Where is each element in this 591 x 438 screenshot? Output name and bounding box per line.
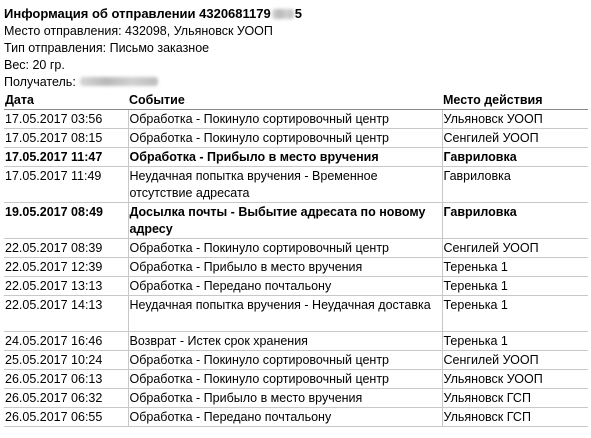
cell-event: Неудачная попытка вручения - Временное отсутствие адресата [128,167,442,203]
origin-line: Место отправления: 432098, Ульяновск УООП [4,24,273,38]
cell-event: Обработка - Покинуло сортировочный центр [128,370,442,389]
cell-place: Ульяновск УООП [442,370,588,389]
tracking-history-table [4,92,588,427]
cell-event: Обработка - Прибыло в место вручения [128,258,442,277]
cell-event: Обработка - Покинуло сортировочный центр [128,110,442,129]
title-prefix: Информация об отправлении 4320681179 [4,6,271,21]
table-row [4,277,588,296]
cell-place: Ульяновск ГСП [442,408,588,427]
cell-date: 22.05.2017 14:13 [4,296,128,332]
table-row [4,296,588,332]
cell-event: Обработка - Покинуло сортировочный центр [128,129,442,148]
weight-line: Вес: 20 гр. [4,58,65,72]
redacted-tracking-digits [272,9,294,19]
cell-date: 22.05.2017 08:39 [4,239,128,258]
cell-date: 19.05.2017 08:49 [4,203,128,239]
cell-event: Обработка - Прибыло в место вручения [128,389,442,408]
column-header-place: Место действия [442,92,588,110]
cell-event: Досылка почты - Выбытие адресата по новому адресу [128,203,442,239]
cell-date: 25.05.2017 10:24 [4,351,128,370]
table-row [4,408,588,427]
redacted-recipient-name [80,77,158,86]
cell-event: Обработка - Покинуло сортировочный центр [128,351,442,370]
cell-event: Неудачная попытка вручения - Неудачная доставка [128,296,442,332]
page-title [4,4,588,23]
cell-place: Теренька 1 [442,277,588,296]
cell-date: 26.05.2017 06:13 [4,370,128,389]
cell-place: Теренька 1 [442,296,588,332]
cell-place: Гавриловка [442,203,588,239]
cell-place: Ульяновск ГСП [442,389,588,408]
cell-place: Сенгилей УООП [442,351,588,370]
cell-date: 24.05.2017 16:46 [4,332,128,351]
cell-event: Обработка - Покинуло сортировочный центр [128,239,442,258]
recipient-label: Получатель: [4,75,76,89]
table-row [4,370,588,389]
shipment-info-panel [4,4,588,427]
cell-place: Теренька 1 [442,258,588,277]
table-row [4,258,588,277]
table-row [4,351,588,370]
cell-date: 17.05.2017 03:56 [4,110,128,129]
cell-date: 17.05.2017 08:15 [4,129,128,148]
table-row [4,129,588,148]
cell-date: 22.05.2017 13:13 [4,277,128,296]
table-row [4,332,588,351]
table-row [4,389,588,408]
table-row [4,110,588,129]
cell-date: 26.05.2017 06:55 [4,408,128,427]
cell-date: 26.05.2017 06:32 [4,389,128,408]
table-row [4,203,588,239]
cell-place: Гавриловка [442,148,588,167]
table-row [4,148,588,167]
cell-place: Гавриловка [442,167,588,203]
cell-date: 22.05.2017 12:39 [4,258,128,277]
shipment-type-line: Тип отправления: Письмо заказное [4,41,210,55]
cell-place: Теренька 1 [442,332,588,351]
cell-date: 17.05.2017 11:49 [4,167,128,203]
column-header-date: Дата [4,92,128,110]
cell-event: Обработка - Передано почтальону [128,408,442,427]
table-header-row [4,92,588,110]
title-suffix: 5 [294,6,302,21]
cell-date: 17.05.2017 11:47 [4,148,128,167]
cell-event: Обработка - Передано почтальону [128,277,442,296]
cell-event: Обработка - Прибыло в место вручения [128,148,442,167]
table-row [4,239,588,258]
cell-place: Ульяновск УООП [442,110,588,129]
cell-event: Возврат - Истек срок хранения [128,332,442,351]
tracking-rows [4,110,588,427]
recipient-line [4,74,588,91]
column-header-event: Событие [128,92,442,110]
cell-place: Сенгилей УООП [442,239,588,258]
table-row [4,167,588,203]
cell-place: Сенгилей УООП [442,129,588,148]
